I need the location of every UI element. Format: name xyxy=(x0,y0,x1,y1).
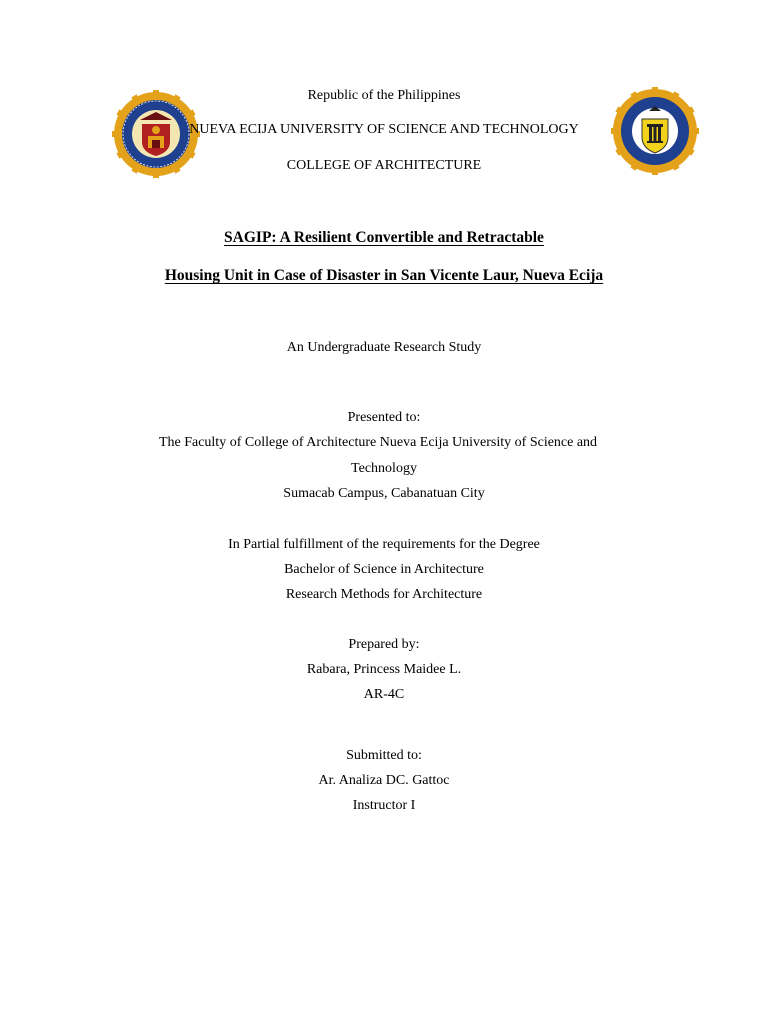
title-line-1: SAGIP: A Resilient Convertible and Retractable xyxy=(224,229,544,246)
prepared-name: Rabara, Princess Maidee L. xyxy=(306,662,462,677)
study-type: An Undergraduate Research Study xyxy=(286,340,482,355)
prepared-section: AR-4C xyxy=(363,687,405,702)
title-line-2: Housing Unit in Case of Disaster in San Vicente Laur, Nueva Ecija xyxy=(164,267,604,284)
presented-line-1: The Faculty of College of Architecture Nueva Ecija University of Science and xyxy=(158,435,598,450)
fulfillment-line-2: Bachelor of Science in Architecture xyxy=(284,562,484,577)
presented-line-2: Technology xyxy=(351,461,417,476)
fulfillment-line-1: In Partial fulfillment of the requirements for the Degree xyxy=(228,537,540,552)
university-name: NUEVA ECIJA UNIVERSITY OF SCIENCE AND TECHNOLOGY xyxy=(189,122,579,137)
presented-line-3: Sumacab Campus, Cabanatuan City xyxy=(283,486,485,501)
presented-label: Presented to: xyxy=(347,410,421,425)
prepared-label: Prepared by: xyxy=(348,637,420,652)
submitted-name: Ar. Analiza DC. Gattoc xyxy=(318,773,450,788)
fulfillment-line-3: Research Methods for Architecture xyxy=(285,587,483,602)
submitted-label: Submitted to: xyxy=(346,748,422,763)
republic-line: Republic of the Philippines xyxy=(307,88,461,103)
submitted-position: Instructor I xyxy=(352,798,416,813)
college-name: COLLEGE OF ARCHITECTURE xyxy=(286,158,482,173)
